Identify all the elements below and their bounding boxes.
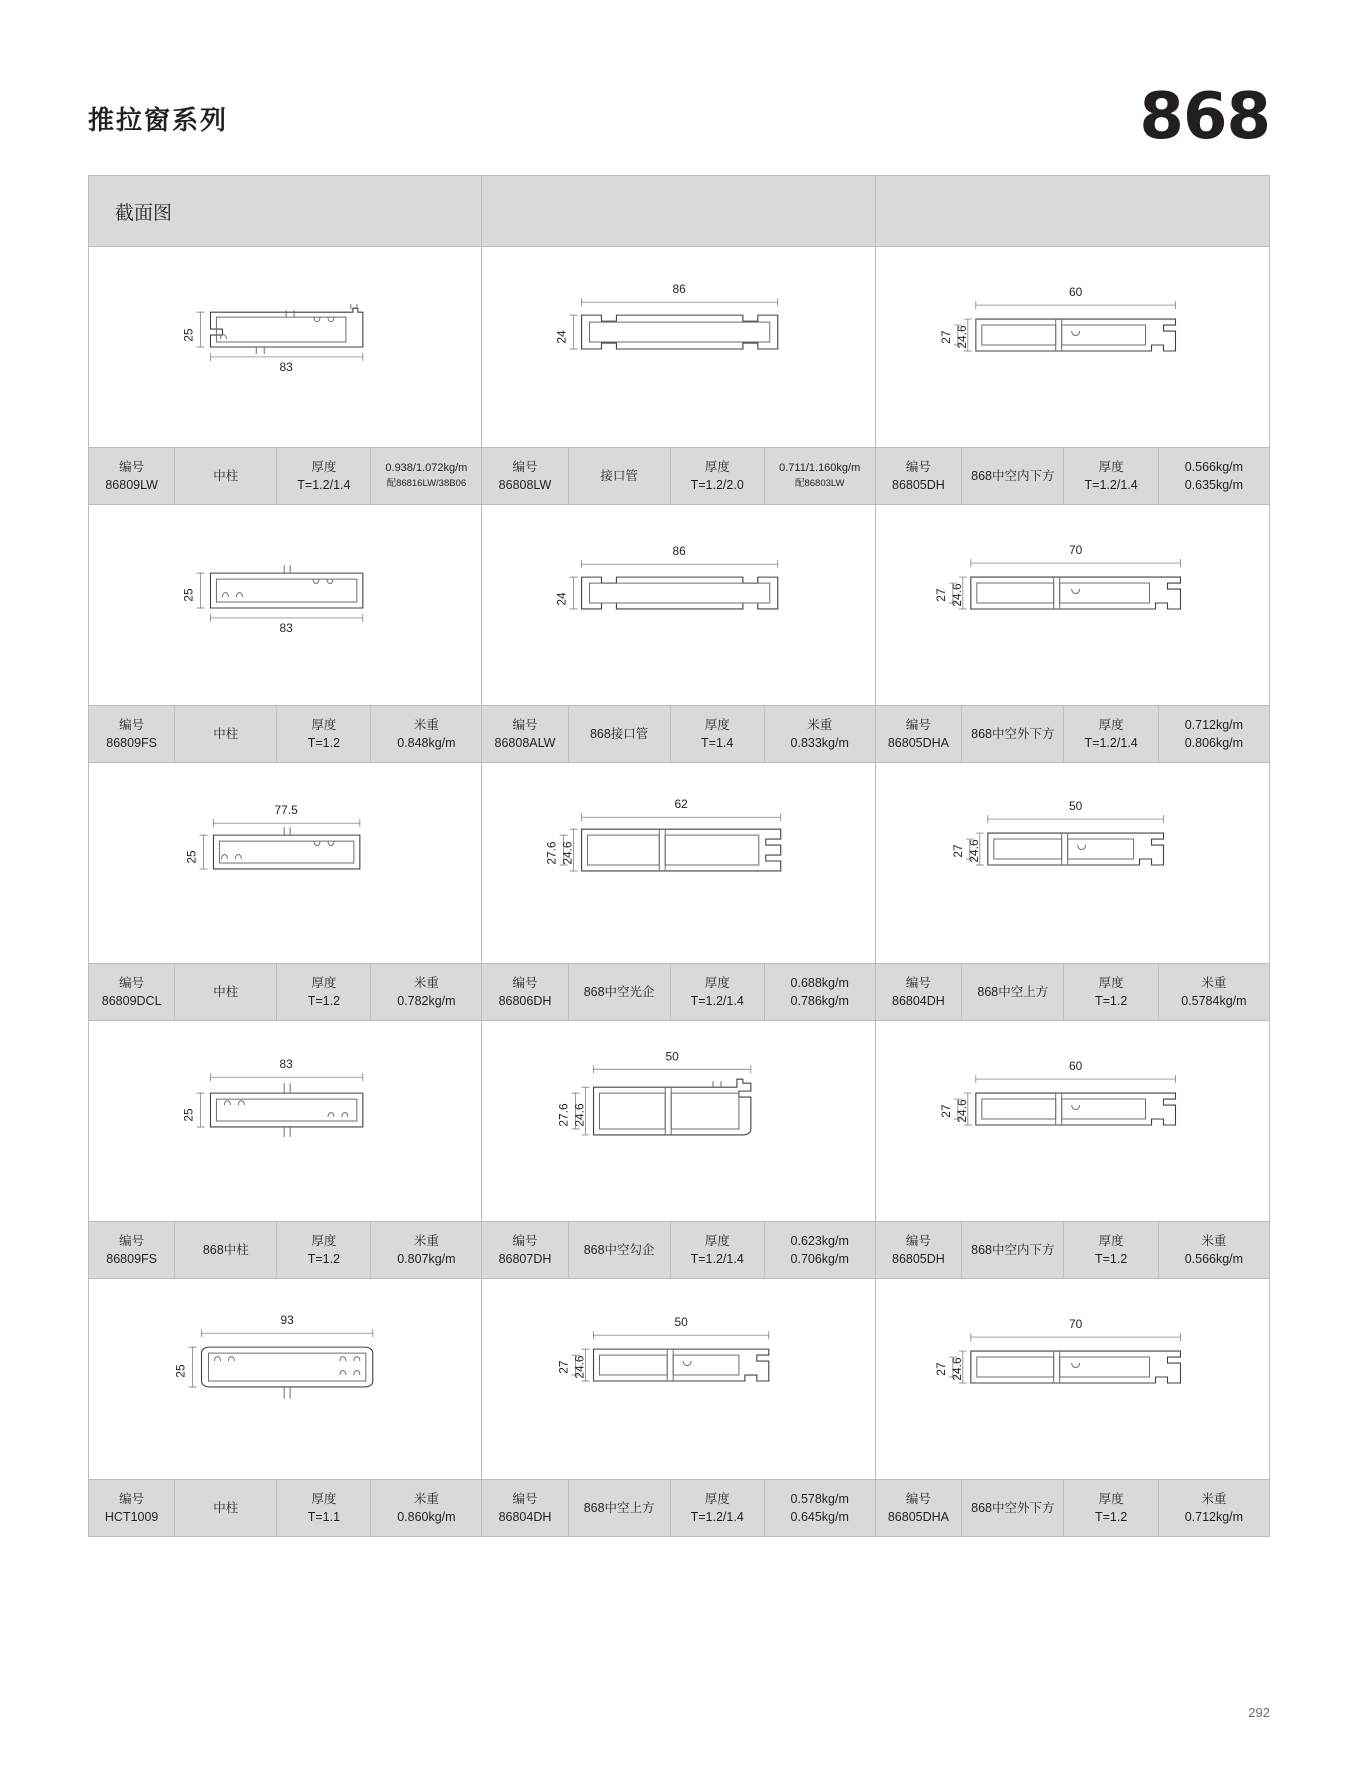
spec-value: 86804DH [892,994,945,1008]
spec-weight [371,964,481,1020]
dim-height-label: 25 [173,1364,188,1378]
spec-code [89,706,175,762]
spec-label: 868中空勾企 [583,1242,655,1257]
spec-type [962,1222,1064,1278]
dim-height-label: 27 [938,1104,953,1118]
profile-cell [482,505,875,762]
spec-code [89,1480,175,1536]
spec-weight [765,448,875,504]
profile-drawing [89,1279,481,1479]
spec-code [876,1222,963,1278]
dim-height-label: 25 [181,1108,196,1122]
section-diagram [482,247,874,447]
spec-type [569,1222,671,1278]
spec-value: T=1.2 [307,994,341,1008]
spec-type [569,706,671,762]
dim-height-label: 25 [181,588,196,602]
profile-drawing [89,247,481,447]
spec-weight [1159,1222,1269,1278]
spec-label: 编号 [512,717,538,732]
spec-value: 0.712kg/m [1184,1510,1244,1524]
dim-width-label: 50 [674,1315,689,1330]
spec-weight [765,1480,875,1536]
spec-weight [1159,448,1269,504]
section-diagram [876,1021,1269,1221]
spec-label: 868中空内下方 [971,468,1055,483]
spec-value: 配86803LW [794,478,845,490]
spec-thickness [277,964,371,1020]
spec-value: 86809DCL [101,994,162,1008]
spec-label: 厚度 [704,1233,730,1248]
spec-label: 米重 [413,1233,439,1248]
spec-code [482,1222,568,1278]
profile-drawing [876,1021,1269,1221]
dim-height-label: 24 [554,330,569,344]
spec-row [876,705,1269,762]
spec-value: T=1.2/1.4 [690,1510,744,1524]
spec-type [175,1222,277,1278]
dim-height-label-2: 24.6 [966,839,981,863]
spec-label: 868中空外下方 [971,726,1055,741]
spec-label: 厚度 [704,459,730,474]
spec-weight [765,706,875,762]
spec-value: T=1.2 [307,1252,341,1266]
spec-code [482,1480,568,1536]
dim-height-label: 24 [554,592,569,606]
dim-height-label: 27 [938,330,953,344]
spec-value: HCT1009 [104,1510,159,1524]
spec-label: 厚度 [1098,459,1124,474]
dim-height-label-2: 24.6 [949,1357,964,1381]
profile-drawing [482,505,874,705]
spec-thickness [671,706,765,762]
spec-weight [371,706,481,762]
spec-row [89,963,481,1020]
spec-value: T=1.2 [1094,1510,1128,1524]
spec-label: 编号 [119,1233,145,1248]
spec-code [482,706,568,762]
profile-drawing [89,505,481,705]
spec-label: 中柱 [213,726,239,741]
spec-label: 868中空内下方 [971,1242,1055,1257]
spec-row [89,1221,481,1278]
dim-width-label: 86 [672,282,687,297]
spec-value: 0.782kg/m [397,994,456,1008]
spec-label: 868中空上方 [977,984,1049,999]
spec-label: 编号 [512,459,538,474]
section-diagram [482,763,874,963]
spec-label: 编号 [905,1491,931,1506]
spec-value: 0.833kg/m [790,736,849,750]
spec-type [175,1480,277,1536]
spec-label: 厚度 [1098,975,1124,990]
dim-height-label: 27 [556,1360,571,1374]
spec-code [89,1222,175,1278]
profile-cell [482,247,875,504]
spec-value: 86805DHA [887,1510,949,1524]
dim-width-label: 50 [665,1049,680,1064]
spec-label: 868中空外下方 [971,1500,1055,1515]
spec-value: T=1.2 [1094,994,1128,1008]
table-row [89,1278,1269,1536]
spec-label: 厚度 [704,1491,730,1506]
spec-thickness [671,1222,765,1278]
section-diagram [89,1279,481,1479]
spec-thickness [277,448,371,504]
spec-thickness [671,1480,765,1536]
spec-row [482,963,874,1020]
spec-label: 编号 [905,1233,931,1248]
profile-cell [482,1279,875,1536]
spec-weight [371,1222,481,1278]
profile-drawing [876,763,1269,963]
spec-label: 编号 [119,975,145,990]
spec-label: 0.712kg/m [1184,717,1244,732]
spec-value: 86804DH [498,1510,552,1524]
spec-label: 米重 [807,717,833,732]
spec-label: 868中空上方 [583,1500,655,1515]
spec-label: 米重 [1201,1233,1227,1248]
spec-value: T=1.2/1.4 [1084,478,1138,492]
table-title-cell-3 [876,176,1269,246]
profile-cell [876,505,1269,762]
spec-thickness [1064,1480,1158,1536]
spec-weight [1159,706,1269,762]
spec-weight [765,964,875,1020]
spec-label: 厚度 [311,975,337,990]
spec-label: 中柱 [213,468,239,483]
spec-value: T=1.2 [307,736,341,750]
spec-label: 厚度 [311,1233,337,1248]
profile-cell [89,763,482,1020]
section-diagram [89,505,481,705]
profile-cell [876,1279,1269,1536]
spec-value: 0.806kg/m [1184,736,1244,750]
dim-width-label: 70 [1068,1317,1082,1332]
spec-label: 厚度 [704,717,730,732]
spec-value: T=1.2/1.4 [297,478,351,492]
table-row [89,246,1269,504]
dim-height-label: 27.6 [545,841,560,865]
spec-value: 0.807kg/m [397,1252,456,1266]
spec-label: 厚度 [704,975,730,990]
spec-type [569,448,671,504]
spec-value: 86806DH [498,994,552,1008]
spec-code [89,448,175,504]
profile-drawing [482,763,874,963]
spec-label: 编号 [119,459,145,474]
spec-row [89,1479,481,1536]
spec-label: 编号 [119,1491,145,1506]
spec-weight [1159,1480,1269,1536]
dim-width-label: 60 [1068,1059,1082,1074]
spec-type [175,448,277,504]
spec-type [175,706,277,762]
spec-row [89,705,481,762]
section-diagram [482,1021,874,1221]
section-diagram [89,247,481,447]
spec-value: T=1.4 [701,736,734,750]
dim-height-label: 25 [181,328,196,342]
spec-label: 编号 [905,717,931,732]
section-diagram [876,505,1269,705]
spec-thickness [671,448,765,504]
profile-cell [89,1279,482,1536]
spec-type [962,964,1064,1020]
profile-drawing [876,1279,1269,1479]
spec-row [482,447,874,504]
profile-cell [482,1021,875,1278]
section-diagram [89,763,481,963]
dim-width-label: 93 [280,1313,294,1328]
spec-code [89,964,175,1020]
spec-label: 厚度 [1098,1233,1124,1248]
spec-label: 0.938/1.072kg/m [385,462,468,475]
spec-type [569,964,671,1020]
dim-width-label: 83 [279,359,293,374]
dim-height-label-2: 24.6 [572,1355,587,1379]
table-title-cell-1: 截面图 [89,176,482,246]
spec-weight [371,448,481,504]
dim-width-label: 83 [279,1057,293,1072]
profile-cell [876,247,1269,504]
spec-value: 86809FS [106,1252,158,1266]
spec-row [876,963,1269,1020]
spec-code [876,448,963,504]
spec-label: 米重 [413,975,439,990]
spec-value: T=1.2/1.4 [1084,736,1138,750]
spec-label: 868中柱 [202,1242,249,1257]
profile-cell [876,1021,1269,1278]
profile-table [88,175,1270,1537]
spec-label: 中柱 [213,984,239,999]
spec-value: T=1.2/1.4 [690,994,744,1008]
section-diagram [482,1279,874,1479]
spec-type [962,448,1064,504]
profile-drawing [482,1021,874,1221]
spec-label: 接口管 [600,468,638,483]
spec-thickness [1064,964,1158,1020]
spec-label: 编号 [905,459,931,474]
spec-type [962,706,1064,762]
page-title: 推拉窗系列 [88,105,229,135]
profile-drawing [482,1279,874,1479]
dim-width-label: 50 [1068,799,1082,814]
section-diagram [482,505,874,705]
spec-value: 0.786kg/m [790,994,849,1008]
spec-label: 0.566kg/m [1184,459,1244,474]
spec-code [876,1480,963,1536]
spec-value: 0.706kg/m [790,1252,849,1266]
spec-thickness [277,706,371,762]
dim-height-label-2: 24.6 [949,583,964,607]
spec-thickness [671,964,765,1020]
spec-weight [765,1222,875,1278]
spec-code [876,706,963,762]
profile-drawing [89,1021,481,1221]
spec-label: 868中空光企 [583,984,655,999]
profile-cell [482,763,875,1020]
spec-row [876,447,1269,504]
spec-value: 86807DH [498,1252,552,1266]
dim-height-label-2: 24.6 [954,1099,969,1123]
spec-label: 0.711/1.160kg/m [779,462,861,475]
spec-value: T=1.2/2.0 [690,478,744,492]
dim-width-label: 86 [672,544,687,559]
section-diagram [876,763,1269,963]
profile-drawing [482,247,874,447]
spec-value: T=1.2/1.4 [690,1252,744,1266]
spec-value: 0.566kg/m [1184,1252,1244,1266]
spec-label: 米重 [1201,1491,1227,1506]
spec-thickness [1064,448,1158,504]
table-title-row [89,176,1269,246]
spec-row [89,447,481,504]
spec-label: 编号 [905,975,931,990]
dim-height-label: 27 [933,1362,948,1376]
spec-label: 厚度 [311,459,337,474]
spec-label: 厚度 [1098,717,1124,732]
profile-cell [89,505,482,762]
spec-code [482,448,568,504]
table-row [89,762,1269,1020]
spec-label: 厚度 [311,1491,337,1506]
spec-type [569,1480,671,1536]
spec-weight [1159,964,1269,1020]
dim-height-label-2: 24.6 [954,325,969,349]
dim-height-label: 27 [933,588,948,602]
spec-value: 86809LW [105,478,158,492]
spec-label: 0.623kg/m [790,1233,849,1248]
spec-label: 编号 [512,975,538,990]
spec-weight [371,1480,481,1536]
dim-width-label: 62 [674,797,689,812]
section-diagram [876,247,1269,447]
table-title-cell-2 [482,176,875,246]
spec-value: 86808ALW [494,736,556,750]
dim-width-label: 70 [1068,543,1082,558]
spec-label: 0.578kg/m [790,1491,849,1506]
profile-drawing [89,763,481,963]
dim-width-label: 83 [279,620,293,635]
spec-value: 86809FS [106,736,158,750]
table-row [89,504,1269,762]
page-header [88,80,1270,154]
spec-value: T=1.1 [307,1510,341,1524]
dim-width-label: 77.5 [274,803,298,818]
spec-label: 编号 [512,1491,538,1506]
spec-value: 0.860kg/m [397,1510,456,1524]
dim-height-label: 27 [950,844,965,858]
spec-label: 米重 [1201,975,1227,990]
spec-value: 0.635kg/m [1184,478,1244,492]
spec-label: 厚度 [311,717,337,732]
spec-thickness [1064,706,1158,762]
spec-row [876,1479,1269,1536]
spec-label: 编号 [512,1233,538,1248]
spec-type [175,964,277,1020]
spec-code [876,964,963,1020]
spec-label: 中柱 [213,1500,239,1515]
dim-height-label-2: 24.6 [572,1103,587,1127]
spec-label: 编号 [119,717,145,732]
spec-label: 868接口管 [589,726,649,741]
section-diagram [89,1021,481,1221]
spec-label: 0.688kg/m [790,975,849,990]
spec-value: 86805DH [892,1252,945,1266]
spec-label: 米重 [413,717,439,732]
spec-thickness [277,1480,371,1536]
spec-value: 86808LW [498,478,552,492]
spec-value: 0.848kg/m [397,736,456,750]
profile-cell [876,763,1269,1020]
spec-value: 配86816LW/38B06 [386,478,467,490]
page-number: 292 [1248,1705,1270,1720]
profile-drawing [876,505,1269,705]
dim-height-label: 27.6 [556,1103,571,1127]
spec-thickness [1064,1222,1158,1278]
dim-height-label: 25 [184,850,199,864]
spec-code [482,964,568,1020]
profile-drawing [876,247,1269,447]
spec-value: 0.5784kg/m [1181,994,1247,1008]
spec-row [876,1221,1269,1278]
section-diagram [876,1279,1269,1479]
table-row [89,1020,1269,1278]
spec-label: 厚度 [1098,1491,1124,1506]
profile-cell [89,247,482,504]
spec-label: 米重 [413,1491,439,1506]
spec-type [962,1480,1064,1536]
spec-thickness [277,1222,371,1278]
profile-cell [89,1021,482,1278]
dim-width-label: 60 [1068,285,1082,300]
spec-row [482,1221,874,1278]
series-number: 868 [1139,80,1270,154]
spec-value: 0.645kg/m [790,1510,849,1524]
spec-value: T=1.2 [1094,1252,1128,1266]
dim-height-label-2: 24.6 [560,841,575,865]
spec-value: 86805DHA [887,736,949,750]
spec-value: 86805DH [892,478,945,492]
spec-row [482,1479,874,1536]
spec-row [482,705,874,762]
